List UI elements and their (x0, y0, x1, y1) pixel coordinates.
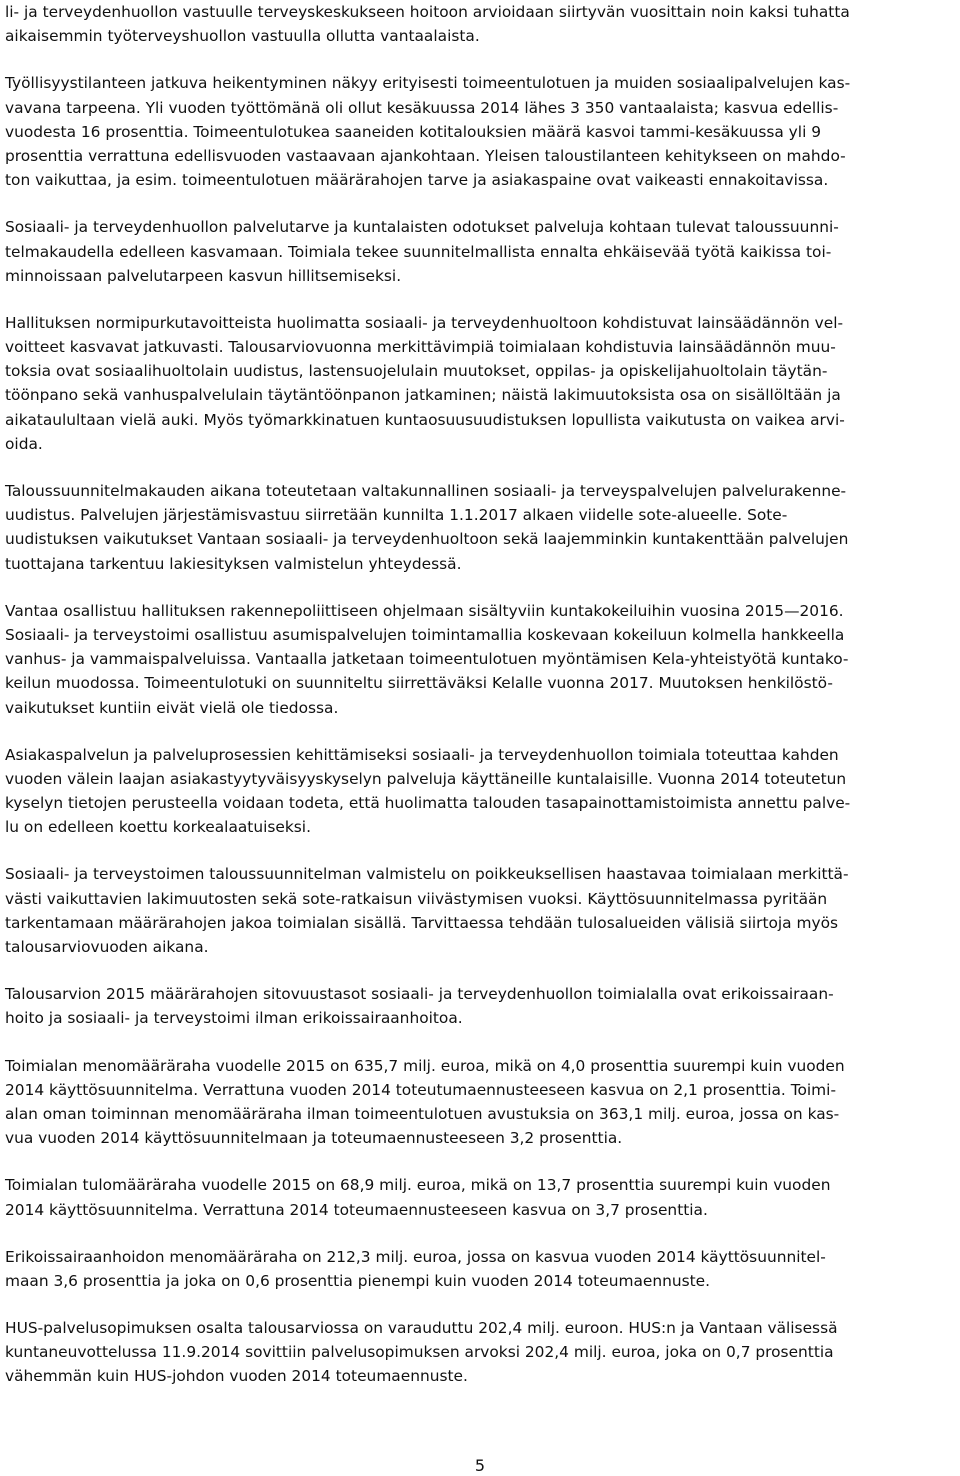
text-line: ton vaikuttaa, ja esim. toimeentulotuen määrärahojen tarve ja asiakaspaine ovat vaikeasti ennakoitavissa. (5, 171, 829, 190)
text-line: Sosiaali- ja terveystoimi osallistuu asumispalvelujen toimintamallia koskevaan kokeiluun kolmella hankkeella (5, 625, 845, 644)
paragraph (5, 1316, 955, 1389)
text-line: maan 3,6 prosenttia ja joka on 0,6 prosenttia pienempi kuin vuoden 2014 toteumaennuste. (5, 1271, 711, 1290)
text-line: li- ja terveydenhuollon vastuulle terveyskeskukseen hoitoon arvioidaan siirtyvän vuosittain noin kaksi tuhatta (5, 3, 850, 21)
paragraph (5, 311, 955, 456)
paragraph (5, 862, 955, 959)
paragraph (5, 599, 955, 720)
text-line: Toimialan tulomääräraha vuodelle 2015 on 68,9 milj. euroa, mikä on 13,7 prosenttia suurempi kuin vuoden (5, 1176, 831, 1195)
text-line: Talousarvion 2015 määrärahojen sitovuustasot sosiaali- ja terveydenhuollon toimialalla ovat erikoissairaan- (5, 985, 834, 1004)
text-line: vavana tarpeena. Yli vuoden työttömänä oli ollut kesäkuussa 2014 lähes 3 350 vantaalaista; kasvua edellis- (5, 98, 839, 117)
text-line: aikataulultaan vielä auki. Myös työmarkkinatuen kuntaosuusuudistuksen lopullista vaikutusta on vaikea arvi- (5, 410, 845, 429)
paragraph (5, 215, 955, 288)
text-line: prosenttia verrattuna edellisvuoden vastaavaan ajankohtaan. Yleisen taloustilanteen kehitykseen on mahdo- (5, 146, 846, 165)
text-line: vanhus- ja vammaispalveluissa. Vantaalla jatketaan toimeentulotuen myöntämisen Kela-yhteistyötä kuntako- (5, 650, 849, 669)
text-line: Hallituksen normipurkutavoitteista huolimatta sosiaali- ja terveydenhuoltoon kohdistuvat lainsäädännön vel- (5, 313, 844, 332)
paragraph (5, 1054, 955, 1151)
text-line: Taloussuunnitelmakauden aikana toteutetaan valtakunnallinen sosiaali- ja terveyspalvelujen palvelurakenne- (5, 482, 847, 500)
text-line: alan oman toiminnan menomääräraha ilman toimeentulotuen avustuksia on 363,1 milj. euroa, jossa on kas- (5, 1104, 840, 1123)
text-line: Työllisyystilanteen jatkuva heikentyminen näkyy erityisesti toimeentulotuen ja muiden sosiaalipalvelujen kas- (5, 74, 851, 93)
text-line: vähemmän kuin HUS-johdon vuoden 2014 toteumaennuste. (5, 1367, 468, 1386)
paragraph (5, 0, 955, 48)
text-line: vuodesta 16 prosenttia. Toimeentulotukea saaneiden kotitalouksien määrä kasvoi tammi-kesäkuussa yli 9 (5, 122, 822, 141)
text-line: Toimialan menomääräraha vuodelle 2015 on 635,7 milj. euroa, mikä on 4,0 prosenttia suurempi kuin vuoden (5, 1056, 845, 1075)
text-line: telmakaudella edelleen kasvamaan. Toimiala tekee suunnitelmallista ennalta ehkäisevää työtä kaikissa toi- (5, 242, 832, 261)
text-line: Vantaa osallistuu hallituksen rakennepoliittiseen ohjelmaan sisältyviin kuntakokeiluihin vuosina 2015—2016. (5, 601, 844, 620)
text-line: aikaisemmin työterveyshuollon vastuulla ollutta vantaalaista. (5, 27, 480, 46)
text-line: vaikutukset kuntiin eivät vielä ole tiedossa. (5, 698, 339, 717)
text-line: 2014 käyttösuunnitelma. Verrattuna vuoden 2014 toteutumaennusteeseen kasvua on 2,1 prosenttia. Toimi- (5, 1080, 837, 1099)
text-line: töönpano sekä vanhuspalvelulain täytäntöönpanon jatkaminen; näistä lakimuutoksista osa on sisällöltään ja (5, 386, 841, 405)
text-line: vua vuoden 2014 käyttösuunnitelmaan ja toteumaennusteeseen 3,2 prosenttia. (5, 1129, 623, 1148)
text-line: hoito ja sosiaali- ja terveystoimi ilman erikoissairaanhoitoa. (5, 1009, 463, 1028)
text-line: Sosiaali- ja terveystoimen taloussuunnitelman valmistelu on poikkeuksellisen haastavaa toimialaan merkittä- (5, 865, 849, 884)
paragraph (5, 743, 955, 840)
paragraph (5, 479, 955, 576)
text-line: Asiakaspalvelun ja palveluprosessien kehittämiseksi sosiaali- ja terveydenhuollon toimiala toteuttaa kahden (5, 745, 839, 764)
text-line: Erikoissairaanhoidon menomääräraha on 212,3 milj. euroa, jossa on kasvua vuoden 2014 käyttösuunnitel- (5, 1247, 826, 1266)
text-line: västi vaikuttavien lakimuutosten sekä sote-ratkaisun viivästymisen vuoksi. Käyttösuunnitelmassa pyritään (5, 889, 828, 908)
text-line: vuoden välein laajan asiakastyytyväisyyskyselyn palveluja käyttäneille kuntalaisille. Vuonna 2014 toteutetun (5, 769, 847, 788)
paragraph (5, 1173, 955, 1221)
text-line: HUS-palvelusopimuksen osalta talousarviossa on varauduttu 202,4 milj. euroon. HUS:n ja Vantaan välisessä (5, 1319, 838, 1338)
text-line: talousarviovuoden aikana. (5, 938, 209, 956)
paragraph (5, 982, 955, 1030)
text-line: voitteet kasvavat jatkuvasti. Talousarviovuonna merkittävimpiä toimialaan kohdistuvia lainsäädännön muu- (5, 338, 836, 357)
text-line: 2014 käyttösuunnitelma. Verrattuna 2014 toteumaennusteeseen kasvua on 3,7 prosenttia. (5, 1200, 708, 1219)
paragraph (5, 1245, 955, 1293)
page-number: 5 (474, 1456, 486, 1475)
text-line: kyselyn tietojen perusteella voidaan todeta, että huolimatta talouden tasapainottamistoimista annettu palve- (5, 794, 851, 813)
text-line: tuottajana tarkentuu lakiesityksen valmistelun yhteydessä. (5, 554, 462, 573)
text-line: keilun muodossa. Toimeentulotuki on suunniteltu siirrettäväksi Kelalle vuonna 2017. Muutoksen henkilöstö- (5, 674, 833, 693)
text-line: kuntaneuvottelussa 11.9.2014 sovittiin palvelusopimuksen arvoksi 202,4 milj. euroa, joka on 0,7 prosenttia (5, 1343, 834, 1362)
text-line: tarkentamaan määrärahojen jakoa toimialan sisällä. Tarvittaessa tehdään tulosalueiden välisiä siirtoja myös (5, 913, 839, 932)
text-line: toksia ovat sosiaalihuoltolain uudistus, lastensuojelulain muutokset, oppilas- ja opiskelijahuoltolain täytän- (5, 362, 828, 381)
paragraph (5, 71, 955, 192)
text-line: Sosiaali- ja terveydenhuollon palvelutarve ja kuntalaisten odotukset palveluja kohtaan tulevat taloussuunni- (5, 218, 839, 237)
text-line: uudistuksen vaikutukset Vantaan sosiaali- ja terveydenhuoltoon sekä laajemminkin kuntakenttään palvelujen (5, 530, 849, 549)
text-line: oida. (5, 434, 43, 453)
text-line: minnoissaan palvelutarpeen kasvun hillitsemiseksi. (5, 266, 402, 285)
document-page (5, 0, 955, 1412)
text-line: uudistus. Palvelujen järjestämisvastuu siirretään kunnilta 1.1.2017 alkaen viidelle sote-alueelle. Sote- (5, 506, 788, 525)
text-line: lu on edelleen koettu korkealaatuiseksi. (5, 818, 311, 837)
